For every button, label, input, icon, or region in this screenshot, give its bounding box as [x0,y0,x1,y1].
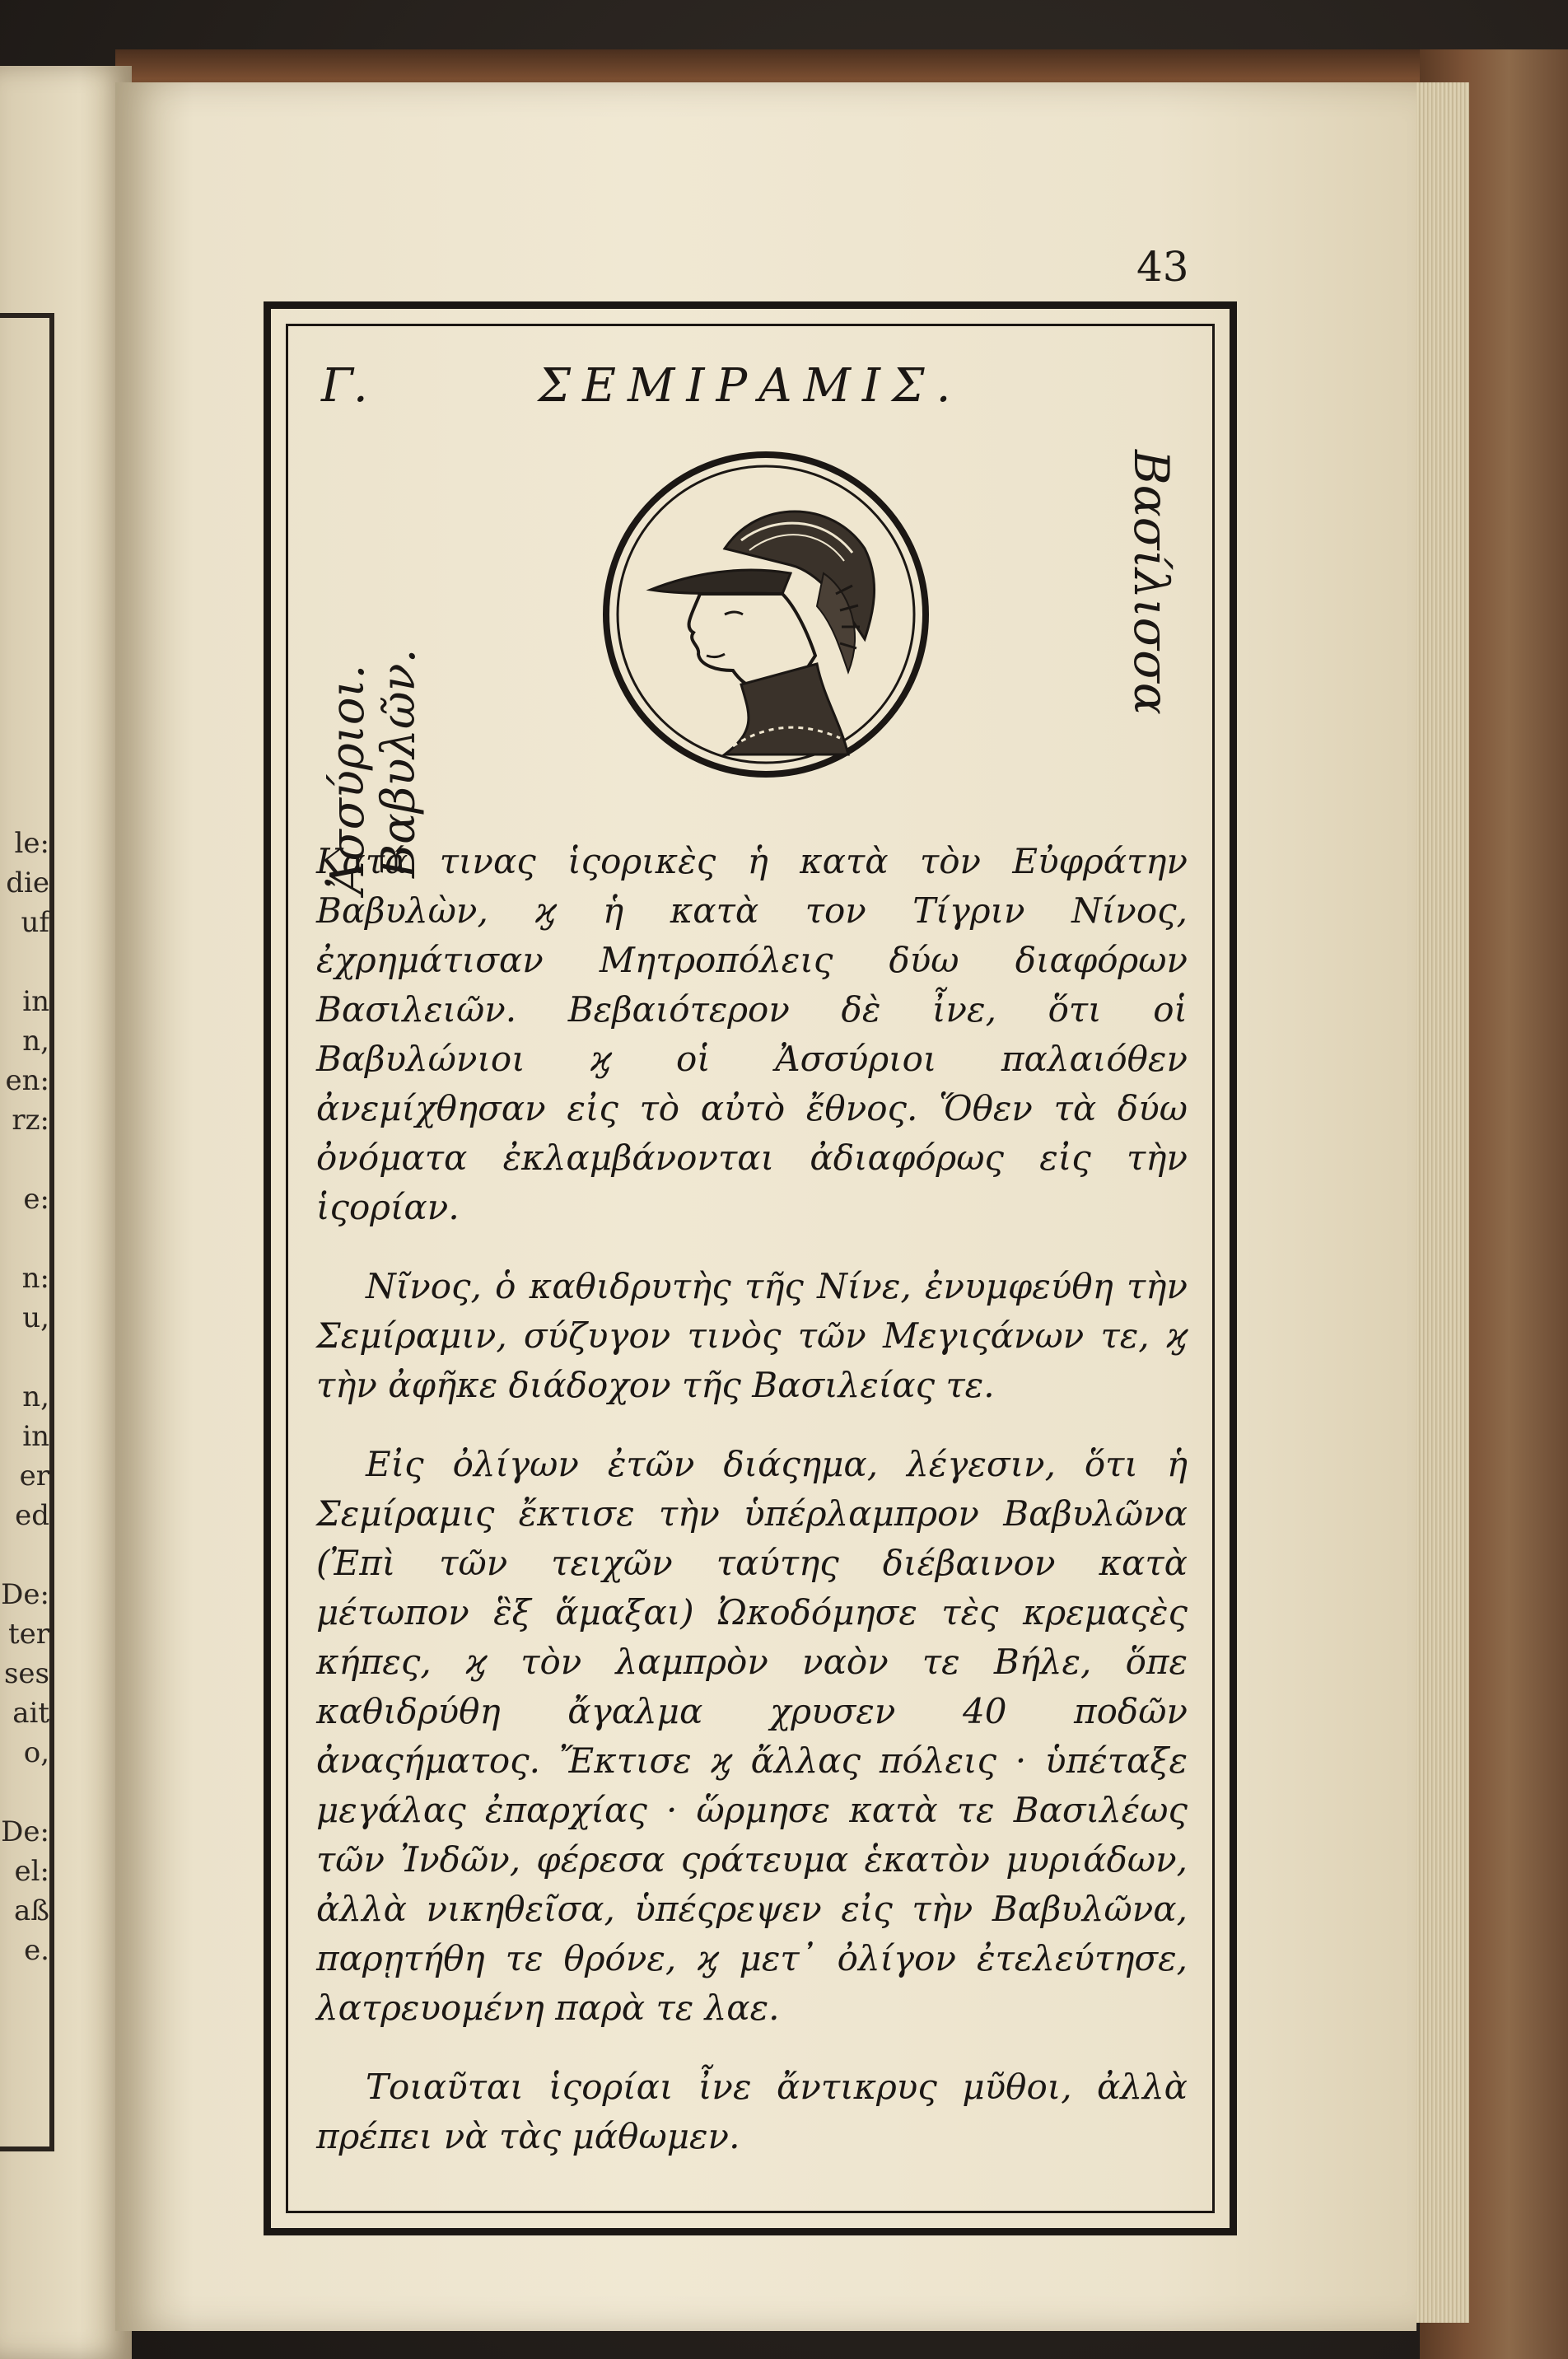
helmeted-head-coin-icon [601,450,931,779]
paragraph-1: Κατά τινας ἱςορικὲς ἡ κατὰ τὸν Εὐφράτην Βαβυλὼν, ϗ ἡ κατὰ τον Τίγριν Νίνος, ἐχρημάτισαν Μητροπόλεις δύω διαφόρων Βασιλειῶν. Βεβαιότερον δὲ ἶνε, ὅτι οἱ Βαβυλώνιοι ϗ οἱ Ἀσσύριοι παλαιόθεν ἀνεμίχθησαν εἰς τὸ αὐτὸ ἔθνος. Ὅθεν τὰ δύω ὀνόματα ἐκλαμβάνονται ἀδιαφόρως εἰς τὴν ἱςορίαν. [316,841,1188,1227]
page-frame [264,301,1237,2235]
page-frame-inner [286,324,1215,2213]
body-text [316,837,1188,2191]
section-numeral: Γ. [321,359,368,413]
page-edges [1412,82,1469,2323]
left-margin-labels [321,450,428,895]
right-margin-label: Βασίλισσα [1123,450,1179,715]
left-margin-label-2: Βαβυλῶν. [372,648,426,878]
paragraph-4: Τοιαῦται ἱςορίαι ἶνε ἄντικρυς μῦθοι, ἀλλὰ πρέπει νὰ τὰς μάθωμεν. [316,2067,1188,2156]
page-title: ΣΕΜΙΡΑΜΙΣ. [538,359,963,413]
book-page [115,82,1416,2331]
paragraph-2: Νῖνος, ὁ καθιδρυτὴς τῆς Νίνε, ἐνυμφεύθη τὴν Σεμίραμιν, σύζυγον τινὸς τῶν Μεγιςάνων τε, ϗ τὴν ἀφῆκε διάδοχον τῆς Βασιλείας τε. [316,1266,1188,1405]
previous-page-text-fragments: le: die uf in n, en: rz: e: n: u, n, in er ed De: ter ses ait o, De: el: aß e. [1,827,49,1967]
page-number: 43 [1136,243,1189,291]
paragraph-3: Εἰς ὀλίγων ἐτῶν διάςημα, λέγεσιν, ὅτι ἡ Σεμίραμις ἔκτισε τὴν ὑπέρλαμπρον Βαβυλῶνα (Ἐπὶ τῶν τειχῶν ταύτης διέβαινον κατὰ μέτωπον ἓξ ἅμαξαι) Ὠκοδόμησε τὲς κρεμαςὲς κήπες, ϗ τὸν λαμπρὸν ναὸν τε Βήλε, ὅπε καθιδρύθη ἄγαλμα χρυσεν 40 ποδῶν ἀναςήματος. Ἔκτισε ϗ ἄλλας πόλεις · ὑπέταξε μεγάλας ἐπαρχίας · ὥρμησε κατὰ τε Βασιλέως τῶν Ἰνδῶν, φέρεσα ςράτευμα ἑκατὸν μυριάδων, ἀλλὰ νικηθεῖσα, ὑπέςρεψεν εἰς τὴν Βαβυλῶνα, παρῃτήθη τε θρόνε, ϗ μετ᾽ ὀλίγον ἐτελεύτησε, λατρευομένη παρὰ τε λαε. [316,1444,1188,2028]
left-margin-label-1: Ἀσσύριοι. [321,664,375,895]
previous-page [0,66,132,2359]
